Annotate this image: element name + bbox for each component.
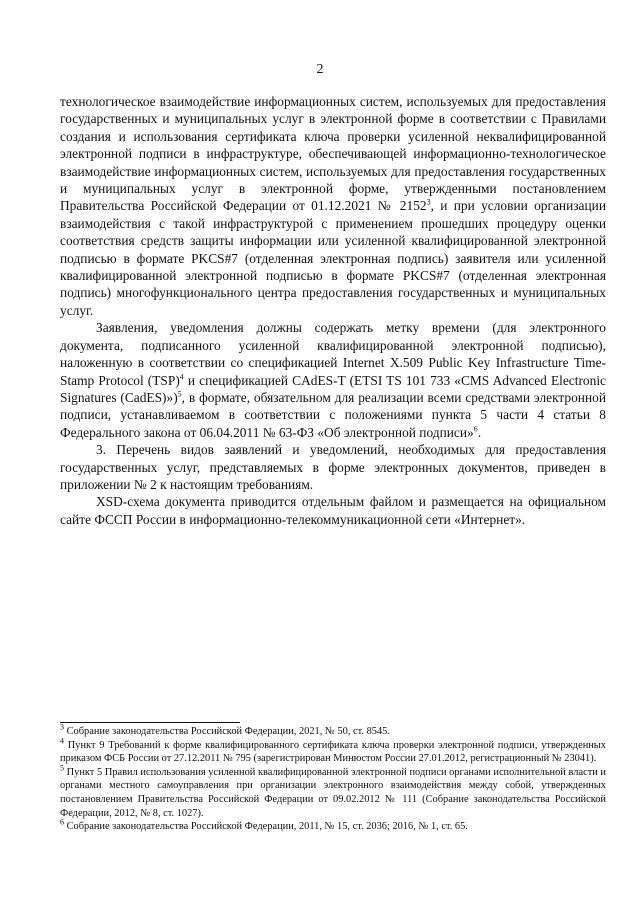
footnote-mark: 5: [60, 763, 64, 773]
paragraph-continuation: [60, 93, 606, 319]
footnote-text: Собрание законодательства Российской Федерации, 2021, № 50, ст. 8545.: [64, 726, 390, 737]
footnotes: [60, 722, 606, 834]
footnote-text: Собрание законодательства Российской Федерации, 2011, № 15, ст. 2036; 2016, № 1, ст. 65.: [64, 821, 468, 833]
footnote-text: Пункт 5 Правил использования усиленной квалифицированной электронной подписи органами исполнительной власти и органами местного самоуправления при организации электронного взаимодействия между собой, утвержденных постановлением Правительства Российской Федерации от 09.02.2012 № 111 (Собрание законодательства Российской Федерации, 2012, № 8, ст. 1027).: [60, 766, 606, 819]
footnote-mark: 3: [60, 722, 64, 732]
paragraph-text: и спецификацией CAdES-T (ETSI TS 101 733 «CMS Advanced Electronic Signatures (CadES)»): [60, 372, 606, 405]
footnote-ref: 6: [473, 424, 478, 434]
footnote-ref: 3: [426, 197, 431, 207]
document-body: [60, 93, 606, 528]
paragraph-xsd-schema: XSD-схема документа приводится отдельным файлом и размещается на официальном сайте ФССП России в информационно-телекоммуникационной сети «Интернет».: [60, 494, 606, 527]
paragraph-list-reference: 3. Перечень видов заявлений и уведомлений, необходимых для предоставления государственных услуг, представляемых в форме электронных документов, приведен в приложении № 2 к настоящим требованиям.: [60, 442, 606, 492]
footnote-ref: 5: [177, 389, 182, 399]
footnote: [60, 736, 606, 766]
footnote-divider: [60, 722, 240, 723]
footnote: [60, 722, 606, 739]
footnote: [60, 763, 606, 820]
paragraph-text: технологическое взаимодействие информационных систем, используемых для предоставления государственных и муниципальных услуг в электронной форме в соответствии с Правилами создания и использования сертификата ключа проверки усиленной неквалифицированной электронной подписи в инфраструктуре, обеспечивающей информационно-технологическое взаимодействие информационных систем, используемых для предоставления государственных и муниципальных услуг в электронной форме, утвержденными постановлением Правительства Российской Федерации от 01.12.2021 № 2152: [60, 94, 606, 214]
footnote-text: Пункт 9 Требований к форме квалифицированного сертификата ключа проверки электронной подписи, утвержденных приказом ФСБ России от 27.12.2011 № 795 (зарегистрирован Минюстом России 27.01.2012, регистрационный № 23041).: [60, 739, 606, 765]
footnote-ref: 4: [179, 372, 184, 382]
footnote-mark: 6: [60, 817, 64, 827]
paragraph-text: , и при условии организации взаимодействия с такой инфраструктурой с применением прошедших процедуру оценки соответствия средств защиты информации или усиленной квалифицированной электронной подписью в формате PKCS#7 (отделенная электронная подпись) заявителя или усиленной квалифицированной электронной подписью в формате PKCS#7 (отделенная электронная подпись) многофункционального центра предоставления государственных и муниципальных услуг.: [60, 198, 606, 318]
footnote: [60, 817, 606, 834]
paragraph-text: Заявления, уведомления должны содержать метку времени (для электронного документа, подписанного усиленной квалифицированной электронной подписью), наложенную в соответствии со спецификацией Internet X.509 Public Key Infrastructure Time-Stamp Protocol (TSP): [60, 320, 606, 388]
page-number: 2: [316, 62, 324, 77]
paragraph-timestamp: [60, 319, 606, 441]
paragraph-text: .: [477, 424, 482, 440]
footnote-mark: 4: [60, 736, 64, 746]
paragraph-text: , в формате, обязательном для реализации всеми средствами электронной подписи, устанавливаемом в соответствии с положениями пункта 5 части 4 статьи 8 Федерального закона от 06.04.2011 № 63-ФЗ «Об электронной подписи»: [60, 389, 606, 440]
